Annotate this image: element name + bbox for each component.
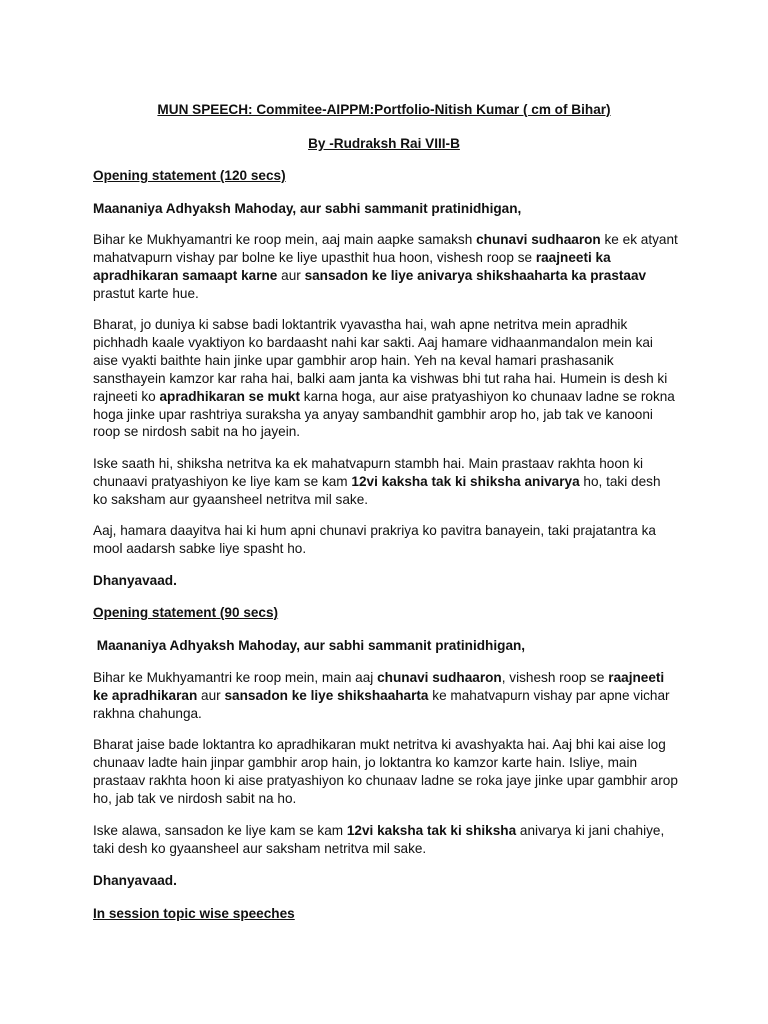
section-heading-90: Opening statement (90 secs) [93,605,279,620]
closing-90: Dhanyavaad. [93,873,177,888]
paragraph-education-90: Iske alawa, sansadon ke liye kam se kam 12vi kaksha tak ki shiksha anivarya ki jani chahiye, taki desh ko gyaansheel aur saksham netritva mil sake. [93,823,665,856]
paragraph-education-120: Iske saath hi, shiksha netritva ka ek mahatvapurn stambh hai. Main prastaav rakhta hoon ki chunaavi pratyashiyon ke liye kam se kam 12vi kaksha tak ki shiksha anivarya ho, taki desh ko saksham aur gyaansheel netritva mil sake. [93,456,661,507]
paragraph-intro-90: Bihar ke Mukhyamantri ke roop mein, main aaj chunavi sudhaaron, vishesh roop se raajneeti ke apradhikaran aur sansadon ke liye shikshaaharta ke mahatvapurn vishay par apne vichar rakhna chahunga. [93,670,670,721]
document-title: MUN SPEECH: Commitee-AIPPM:Portfolio-Nitish Kumar ( cm of Bihar) [157,102,611,117]
section-heading-120: Opening statement (120 secs) [93,168,286,183]
salutation-120: Maananiya Adhyaksh Mahoday, aur sabhi sammanit pratinidhigan, [93,201,522,216]
section-heading-in-session: In session topic wise speeches [93,906,295,921]
document-byline: By -Rudraksh Rai VIII-B [308,136,460,151]
paragraph-conclusion-120: Aaj, hamara daayitva hai ki hum apni chunavi prakriya ko pavitra banayein, taki prajatantra ka mool aadarsh sabke liye spasht ho. [93,523,656,556]
paragraph-criminalisation-90: Bharat jaise bade loktantra ko apradhikaran mukt netritva ki avashyakta hai. Aaj bhi kai aise log chunaav ladte hain jinpar gambhir arop hain, jo loktantra ko kamzor karte hain. Isliye, main prastaav rakhta hoon ki aise pratyashiyon ko chunaav ladne se roka jaye jinke upar gambhir arop ho, jab tak ve nirdosh sabit na ho. [93,737,678,806]
closing-120: Dhanyavaad. [93,573,177,588]
paragraph-criminalisation-120: Bharat, jo duniya ki sabse badi loktantrik vyavastha hai, wah apne netritva mein apradhik pichhadh kaale vyaktiyon ko bardaasht nahi kar sakti. Aaj hamare vidhaanmandalon mein kai aise vyakti baithte hain jinke upar gambhir arop hain. Yeh na keval hamari prashasanik sansthayein kamzor kar raha hai, balki aam janta ka vishwas bhi tut raha hai. Humein is desh ki rajneeti ko apradhikaran se mukt karna hoga, aur aise pratyashiyon ko chunaav ladne se rokna hoga jinke upar rashtriya suraksha ya anyay sambandhit gambhir arop ho, jab tak ve kanooni roop se nirdosh sabit na ho jayein. [93,317,675,440]
salutation-90: Maananiya Adhyaksh Mahoday, aur sabhi sammanit pratinidhigan, [93,638,526,653]
paragraph-intro-120: Bihar ke Mukhyamantri ke roop mein, aaj main aapke samaksh chunavi sudhaaron ke ek atyant mahatvapurn vishay par bolne ke liye upasthit hua hoon, vishesh roop se raajneeti ka apradhikaran samaapt karne aur sansadon ke liye anivarya shikshaaharta ka prastaav prastut karte hue. [93,232,678,301]
